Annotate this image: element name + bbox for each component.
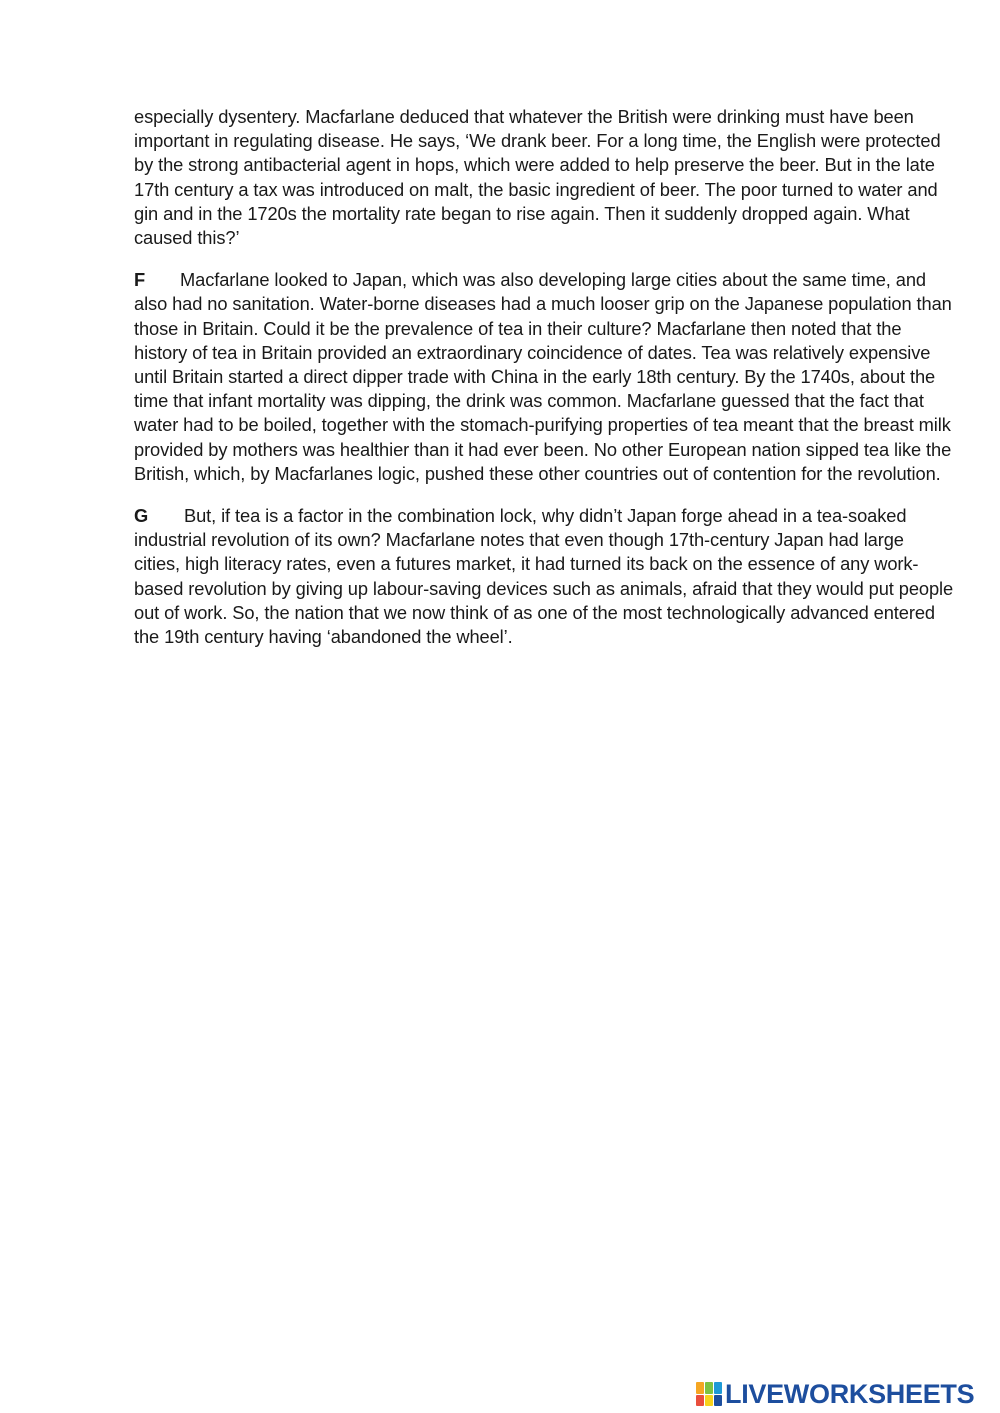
paragraph-e-continued: [134, 105, 954, 250]
paragraph-f: [134, 268, 954, 486]
liveworksheets-logo-text: LIVEWORKSHEETS: [725, 1378, 975, 1409]
paragraph-g: [134, 504, 954, 649]
worksheet-page: [134, 105, 954, 667]
paragraph-text: But, if tea is a factor in the combination lock, why didn’t Japan forge ahead in a tea-soaked industrial revolution of its own? Macfarlane notes that even though 17th-century Japan had large cities, high literacy rates, even a futures market, it had turned its back on the essence of any work-based revolution by giving up labour-saving devices such as animals, afraid that they would put people out of work. So, the nation that we now think of as one of the most technologically advanced entered the 19th century having ‘abandoned the wheel’.: [134, 505, 954, 648]
liveworksheets-logo-icon: [696, 1382, 722, 1406]
paragraph-letter-f: F: [134, 269, 146, 291]
paragraph-letter-g: G: [134, 505, 149, 527]
paragraph-text: Macfarlane looked to Japan, which was also developing large cities about the same time, and also had no sanitation. Water-borne diseases had a much looser grip on the Japanese population than those in Britain. Could it be the prevalence of tea in their culture? Macfarlane then noted that the history of tea in Britain provided an extraordinary coincidence of dates. Tea was relatively expensive until Britain started a direct dipper trade with China in the early 18th century. By the 1740s, about the time that infant mortality was dipping, the drink was common. Macfarlane guessed that the fact that water had to be boiled, together with the stomach-purifying properties of tea meant that the breast milk provided by mothers was healthier than it had ever been. No other European nation sipped tea like the British, which, by Macfarlanes logic, pushed these other countries out of contention for the revolution.: [134, 269, 952, 484]
paragraph-text: especially dysentery. Macfarlane deduced that whatever the British were drinking must have been important in regulating disease. He says, ‘We drank beer. For a long time, the English were protected by the strong antibacterial agent in hops, which were added to help preserve the beer. But in the late 17th century a tax was introduced on malt, the basic ingredient of beer. The poor turned to water and gin and in the 1720s the mortality rate began to rise again. Then it suddenly dropped again. What caused this?’: [134, 106, 941, 249]
liveworksheets-logo: [696, 1378, 974, 1410]
